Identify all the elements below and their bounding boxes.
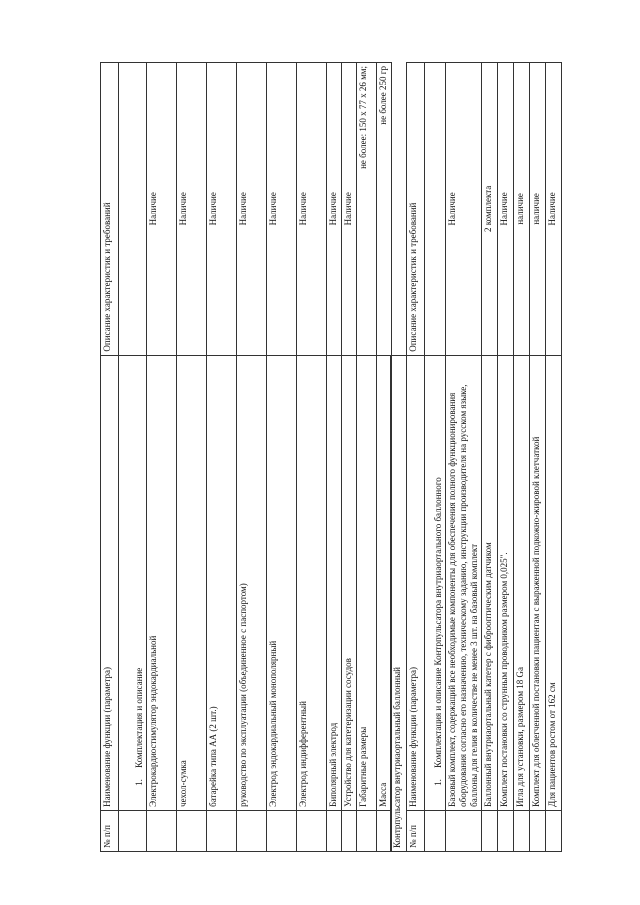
- section-label: Комплектация и описание Контрпульсатора внутриаортального баллонного: [433, 477, 443, 768]
- table-header-row: [101, 63, 119, 852]
- rotated-document-page: [100, 62, 630, 852]
- row-name: батарейка типа АА (2 шт.): [207, 355, 237, 810]
- row-name: Габаритные размеры: [357, 355, 377, 810]
- table-row: [498, 63, 514, 852]
- header-name: Наименование функции (параметра): [101, 355, 119, 810]
- row-value: не более: 150 х 77 х 26 мм;: [357, 63, 377, 356]
- row-value: Наличие: [297, 63, 327, 356]
- row-name: Баллонный внутриаортальный катетер с фиброоптическим датчиком: [482, 355, 498, 810]
- table-row: [530, 63, 546, 852]
- row-value: Наличие: [498, 63, 514, 356]
- row-value: Наличие: [342, 63, 357, 356]
- table-header-row: [407, 63, 425, 852]
- row-value: Наличие: [327, 63, 342, 356]
- row-value: 2 комплекта: [482, 63, 498, 356]
- row-value: Наличие: [147, 63, 177, 356]
- section-row: [425, 63, 446, 852]
- table-row: [237, 63, 267, 852]
- section-row: [119, 63, 147, 852]
- header-name: Наименование функции (параметра): [407, 355, 425, 810]
- row-value: Наличие: [237, 63, 267, 356]
- table-row: [446, 63, 482, 852]
- row-name: Комплект постановки со струнным проводником размером 0,025".: [498, 355, 514, 810]
- section-label: Комплектация и описание: [134, 667, 144, 768]
- table-row: [357, 63, 377, 852]
- row-name: Электрокардиостимулятор эндокардиальной: [147, 355, 177, 810]
- table-row: [207, 63, 237, 852]
- table-row: [327, 63, 342, 852]
- header-num: № п/п: [101, 810, 119, 851]
- table-row: [514, 63, 530, 852]
- table-title: Контрпульсатор внутриаортальный баллонный: [391, 355, 407, 851]
- row-value: Наличие: [446, 63, 482, 356]
- table-row: [546, 63, 562, 852]
- row-value: наличие: [530, 63, 546, 356]
- row-value: Наличие: [546, 63, 562, 356]
- row-name: Электрод эндокардиальный монополярный: [267, 355, 297, 810]
- row-value: не более 250 гр: [377, 63, 392, 356]
- row-name: Для пациентов ростом от 162 см: [546, 355, 562, 810]
- row-name: Игла для установки, размером 18 Ga: [514, 355, 530, 810]
- row-name: руководство по эксплуатации (объединенное с паспортом): [237, 355, 267, 810]
- equipment-table-2: [390, 62, 562, 852]
- row-value: наличие: [514, 63, 530, 356]
- row-value: Наличие: [207, 63, 237, 356]
- table-title-row: [391, 63, 407, 852]
- equipment-table-1: [100, 62, 392, 852]
- row-value: Наличие: [177, 63, 207, 356]
- table-row: [147, 63, 177, 852]
- table-row: [177, 63, 207, 852]
- section-number: 1.: [433, 779, 443, 786]
- header-desc: Описание характеристик и требований: [101, 63, 119, 356]
- table-row: [267, 63, 297, 852]
- table-row: [482, 63, 498, 852]
- row-name: Биполярный электрод: [327, 355, 342, 810]
- table-row: [297, 63, 327, 852]
- row-name: Устройство для катетеризации сосудов: [342, 355, 357, 810]
- row-name: Комплект для облегченной постановки пациентам с выраженной подкожно-жировой клетчаткой: [530, 355, 546, 810]
- row-name: Электрод индифферентный: [297, 355, 327, 810]
- row-name: Базовый комплект, содержащий все необходимые компоненты для обеспечения полного функционирования оборудования согласно его назначению, техническому заданию, инструкции производителя на русском языке, баллоны для гелия в количестве не менее 3 шт. на базовый комплект: [446, 355, 482, 810]
- header-desc: Описание характеристик и требований: [407, 63, 425, 356]
- table-row: [342, 63, 357, 852]
- row-value: Наличие: [267, 63, 297, 356]
- row-name: чехол-сумка: [177, 355, 207, 810]
- header-num: № п/п: [407, 810, 425, 851]
- section-number: 1.: [134, 779, 144, 786]
- row-name: Масса: [377, 355, 392, 810]
